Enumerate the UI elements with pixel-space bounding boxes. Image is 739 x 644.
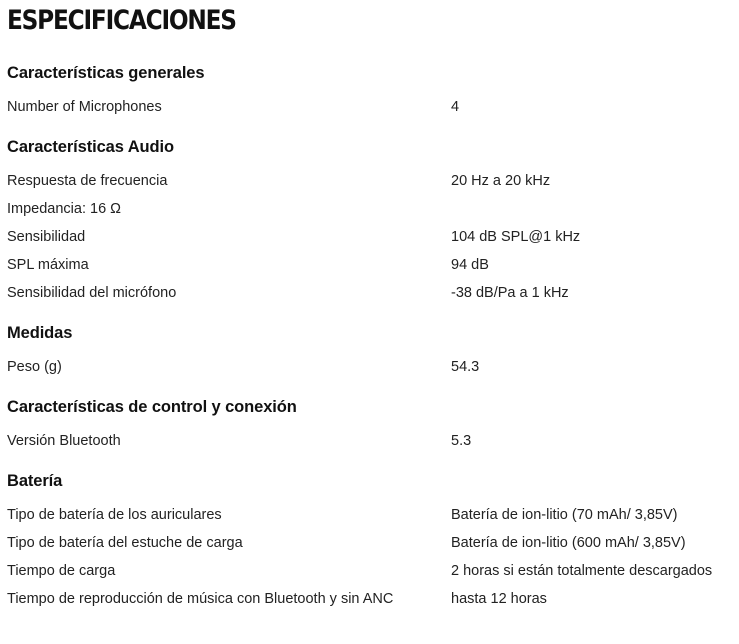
section-battery [7, 470, 739, 617]
spec-value: 104 dB SPL@1 kHz [451, 229, 581, 245]
spec-label: Sensibilidad [7, 229, 86, 245]
section-title: Batería [7, 472, 63, 490]
spec-row [7, 357, 739, 385]
spec-value: 5.3 [451, 433, 472, 449]
spec-row [7, 199, 739, 227]
spec-value: 20 Hz a 20 kHz [451, 173, 551, 189]
spec-label: Tiempo de reproducción de música con Bluetooth y sin ANC [7, 591, 394, 607]
spec-row [7, 171, 739, 199]
spec-row [7, 505, 739, 533]
section-dimensions [7, 322, 739, 385]
spec-label: Respuesta de frecuencia [7, 173, 168, 189]
section-general [7, 62, 739, 125]
spec-value: Batería de ion-litio (70 mAh/ 3,85V) [451, 507, 678, 523]
spec-row [7, 283, 739, 311]
spec-row [7, 97, 739, 125]
section-title: Características generales [7, 64, 205, 82]
spec-row [7, 533, 739, 561]
spec-label: SPL máxima [7, 257, 89, 273]
section-title: Características de control y conexión [7, 398, 297, 416]
spec-value: Batería de ion-litio (600 mAh/ 3,85V) [451, 535, 686, 551]
spec-value: 54.3 [451, 359, 480, 375]
spec-label: Tiempo de carga [7, 563, 116, 579]
spec-row [7, 561, 739, 589]
section-title: Características Audio [7, 138, 174, 156]
page-title: ESPECIFICACIONES [7, 5, 236, 36]
section-title: Medidas [7, 324, 73, 342]
spec-value: hasta 12 horas [451, 591, 547, 607]
spec-value: 94 dB [451, 257, 489, 273]
spec-label: Peso (g) [7, 359, 62, 375]
spec-value: -38 dB/Pa a 1 kHz [451, 285, 569, 301]
spec-value: 2 horas si están totalmente descargados [451, 563, 713, 579]
spec-label: Number of Microphones [7, 99, 162, 115]
spec-row [7, 255, 739, 283]
spec-label: Tipo de batería de los auriculares [7, 507, 222, 523]
spec-row [7, 227, 739, 255]
section-control-connectivity [7, 396, 739, 459]
spec-label: Sensibilidad del micrófono [7, 285, 177, 301]
spec-label: Tipo de batería del estuche de carga [7, 535, 243, 551]
section-audio [7, 136, 739, 311]
spec-row [7, 431, 739, 459]
spec-label: Versión Bluetooth [7, 433, 121, 449]
spec-value: 4 [451, 99, 460, 115]
spec-row [7, 589, 739, 617]
spec-label: Impedancia: 16 Ω [7, 201, 122, 217]
specifications-page [7, 0, 739, 617]
